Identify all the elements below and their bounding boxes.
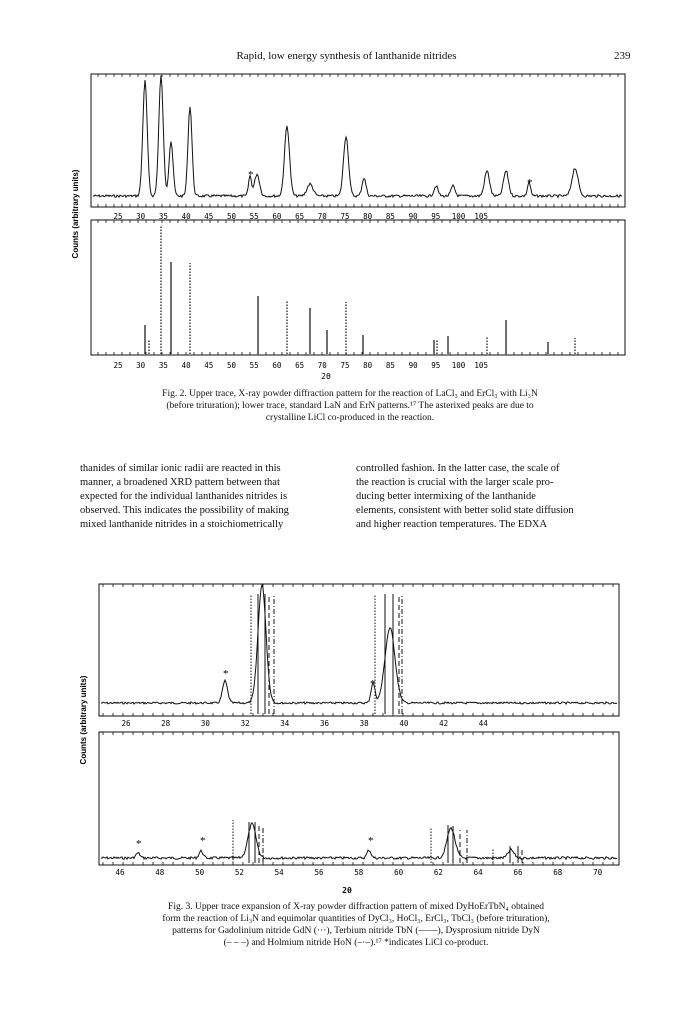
fig2-lower-tick-label: 60 (272, 361, 282, 370)
fig3-lower-tick-label: 64 (473, 868, 483, 877)
fig3-caption-line-2: form the reaction of Li₃N and equimolar quantities of DyCl₃, HoCl₃, ErCl₃, TbCl₃ (before trituration), (162, 914, 550, 924)
fig2-lower-tick-label: 30 (136, 361, 146, 370)
fig2-upper-tick-label: 95 (431, 212, 441, 221)
body-line: manner, a broadened XRD pattern between that (80, 477, 280, 488)
fig3-upper-tick-label: 26 (121, 719, 131, 728)
fig2-reference-sticks (145, 225, 575, 354)
body-line: and higher reaction temperatures. The EDXA (356, 519, 548, 530)
fig2-lower-tick-label: 45 (204, 361, 214, 370)
fig3-upper-tick-label: 34 (280, 719, 290, 728)
fig2-lower-tick-label: 80 (363, 361, 373, 370)
fig3-caption-line-4: (– – –) and Holmium nitride HoN (–·–).¹⁷ *indicates LiCl co-product. (223, 938, 489, 948)
fig2-lower-tick-label: 70 (317, 361, 327, 370)
fig3-lower-tick-label: 66 (513, 868, 523, 877)
fig2-asterisk-1: * (248, 169, 254, 181)
fig2-upper-tick-label: 60 (272, 212, 282, 221)
fig3-upper-tick-label: 32 (240, 719, 250, 728)
body-line: ducing better intermixing of the lanthanide (356, 491, 536, 502)
fig3-upper-tick-label: 42 (439, 719, 449, 728)
fig2-upper-tick-label: 85 (385, 212, 395, 221)
fig3-asterisk-5: * (368, 835, 374, 847)
fig2-asterisk-2: * (527, 177, 533, 189)
fig2-x-axis-label: 2θ (321, 372, 331, 381)
fig3-lower-frame (99, 732, 619, 865)
fig3-lower-tick-labels (115, 868, 602, 877)
fig2-lower-tick-label: 85 (385, 361, 395, 370)
fig2-lower-tick-label: 35 (158, 361, 168, 370)
fig3-upper-tick-label: 44 (478, 719, 488, 728)
fig2-upper-tick-marks (98, 74, 618, 207)
fig2-upper-tick-label: 50 (226, 212, 237, 221)
fig2-lower-tick-label: 95 (431, 361, 441, 370)
fig3-caption-line-3: patterns for Gadolinium nitride GdN (···), Terbium nitride TbN (——), Dysprosium nitride DyN (172, 926, 540, 936)
fig3-upper-tick-label: 40 (399, 719, 409, 728)
fig3-lower-xrd-trace (101, 823, 617, 859)
fig3-y-axis-label: Counts (arbitrary units) (79, 675, 88, 765)
fig2-lower-tick-label: 65 (295, 361, 305, 370)
body-column-right (356, 462, 618, 532)
body-line: mixed lanthanide nitrides in a stoichiometrically (80, 519, 284, 530)
fig2-upper-tick-label: 70 (317, 212, 327, 221)
fig2-lower-tick-label: 90 (408, 361, 418, 370)
body-line: thanides of similar ionic radii are reacted in this (80, 463, 281, 474)
fig3-asterisk-3: * (136, 838, 142, 850)
fig2-caption-line-3: crystalline LiCl co-produced in the reaction. (265, 413, 435, 423)
fig2-lower-tick-label: 75 (340, 361, 350, 370)
fig3-lower-tick-label: 68 (553, 868, 563, 877)
fig2-upper-tick-label: 75 (340, 212, 350, 221)
fig2-lower-tick-label: 105 (474, 361, 488, 370)
body-line: controlled fashion. In the latter case, the scale of (356, 463, 560, 474)
fig3-upper-tick-label: 36 (319, 719, 330, 728)
fig3-upper-tick-labels (121, 719, 488, 728)
fig3-upper-tick-marks (103, 584, 613, 716)
fig2-upper-tick-label: 55 (249, 212, 259, 221)
fig2-upper-tick-label: 90 (408, 212, 418, 221)
fig2-caption-line-1: Fig. 2. Upper trace, X-ray powder diffraction pattern for the reaction of LaCl₃ and ErCl₃ with Li₃N (162, 389, 538, 399)
body-line: the reaction is crucial with the larger scale pro- (356, 477, 554, 488)
fig2-upper-tick-label: 65 (295, 212, 305, 221)
fig3-x-axis-label: 2θ (342, 886, 352, 895)
fig3-asterisk-1: * (223, 668, 229, 680)
fig3-upper-tick-label: 28 (161, 719, 171, 728)
running-title: Rapid, low energy synthesis of lanthanide nitrides (236, 50, 457, 62)
fig3-upper-frame (99, 584, 619, 716)
fig2-upper-tick-label: 25 (113, 212, 123, 221)
fig3-upper-tick-label: 38 (359, 719, 369, 728)
fig3-caption-line-1: Fig. 3. Upper trace expansion of X-ray powder diffraction pattern of mixed DyHoErTbN₄ obtained (168, 902, 544, 912)
body-column-left (80, 462, 342, 532)
fig2-lower-tick-marks (98, 220, 618, 355)
fig3-lower-tick-label: 48 (155, 868, 165, 877)
fig2-upper-frame (91, 74, 625, 207)
fig3-lower-tick-label: 46 (115, 868, 125, 877)
fig3-lower-reference-lines (233, 820, 522, 863)
fig2-lower-tick-label: 55 (249, 361, 259, 370)
fig3-lower-tick-label: 70 (593, 868, 603, 877)
fig2-upper-tick-label: 35 (158, 212, 168, 221)
fig2-upper-tick-label: 100 (451, 212, 466, 221)
fig3-lower-tick-label: 62 (433, 868, 443, 877)
fig2-xrd-trace (93, 75, 622, 197)
fig3-asterisk-2: * (370, 678, 376, 690)
fig2-lower-tick-label: 100 (451, 361, 466, 370)
fig3-lower-tick-label: 52 (234, 868, 244, 877)
fig3-lower-tick-marks (103, 732, 613, 865)
fig2-lower-tick-label: 25 (113, 361, 123, 370)
fig2-upper-tick-label: 40 (181, 212, 191, 221)
fig3-upper-tick-label: 30 (200, 719, 210, 728)
fig3-asterisk-4: * (200, 835, 206, 847)
fig2-lower-tick-labels (113, 361, 487, 370)
fig2-upper-tick-label: 80 (363, 212, 373, 221)
body-line: observed. This indicates the possibility of making (80, 505, 289, 516)
fig2-caption-line-2: (before trituration); lower trace, standard LaN and ErN patterns.¹⁷ The asterixed peaks are due to (166, 401, 534, 411)
fig2-y-axis-label: Counts (arbitrary units) (71, 169, 80, 259)
fig3-lower-tick-label: 60 (394, 868, 404, 877)
fig3-lower-tick-label: 56 (314, 868, 324, 877)
page-number: 239 (614, 50, 631, 62)
fig3-lower-tick-label: 54 (274, 868, 284, 877)
fig3-lower-tick-label: 50 (195, 868, 205, 877)
fig2-upper-tick-label: 45 (204, 212, 214, 221)
fig2-upper-tick-label: 30 (136, 212, 146, 221)
fig2-lower-tick-label: 50 (226, 361, 237, 370)
fig3-lower-tick-label: 58 (354, 868, 364, 877)
fig3-upper-xrd-trace (101, 585, 617, 704)
fig2-caption (80, 388, 620, 424)
fig2-lower-tick-label: 40 (181, 361, 191, 370)
fig2-upper-tick-label: 105 (474, 212, 488, 221)
body-line: expected for the individual lanthanides nitrides is (80, 491, 288, 502)
body-line: elements, consistent with better solid state diffusion (356, 505, 574, 516)
fig3-caption (76, 901, 636, 949)
